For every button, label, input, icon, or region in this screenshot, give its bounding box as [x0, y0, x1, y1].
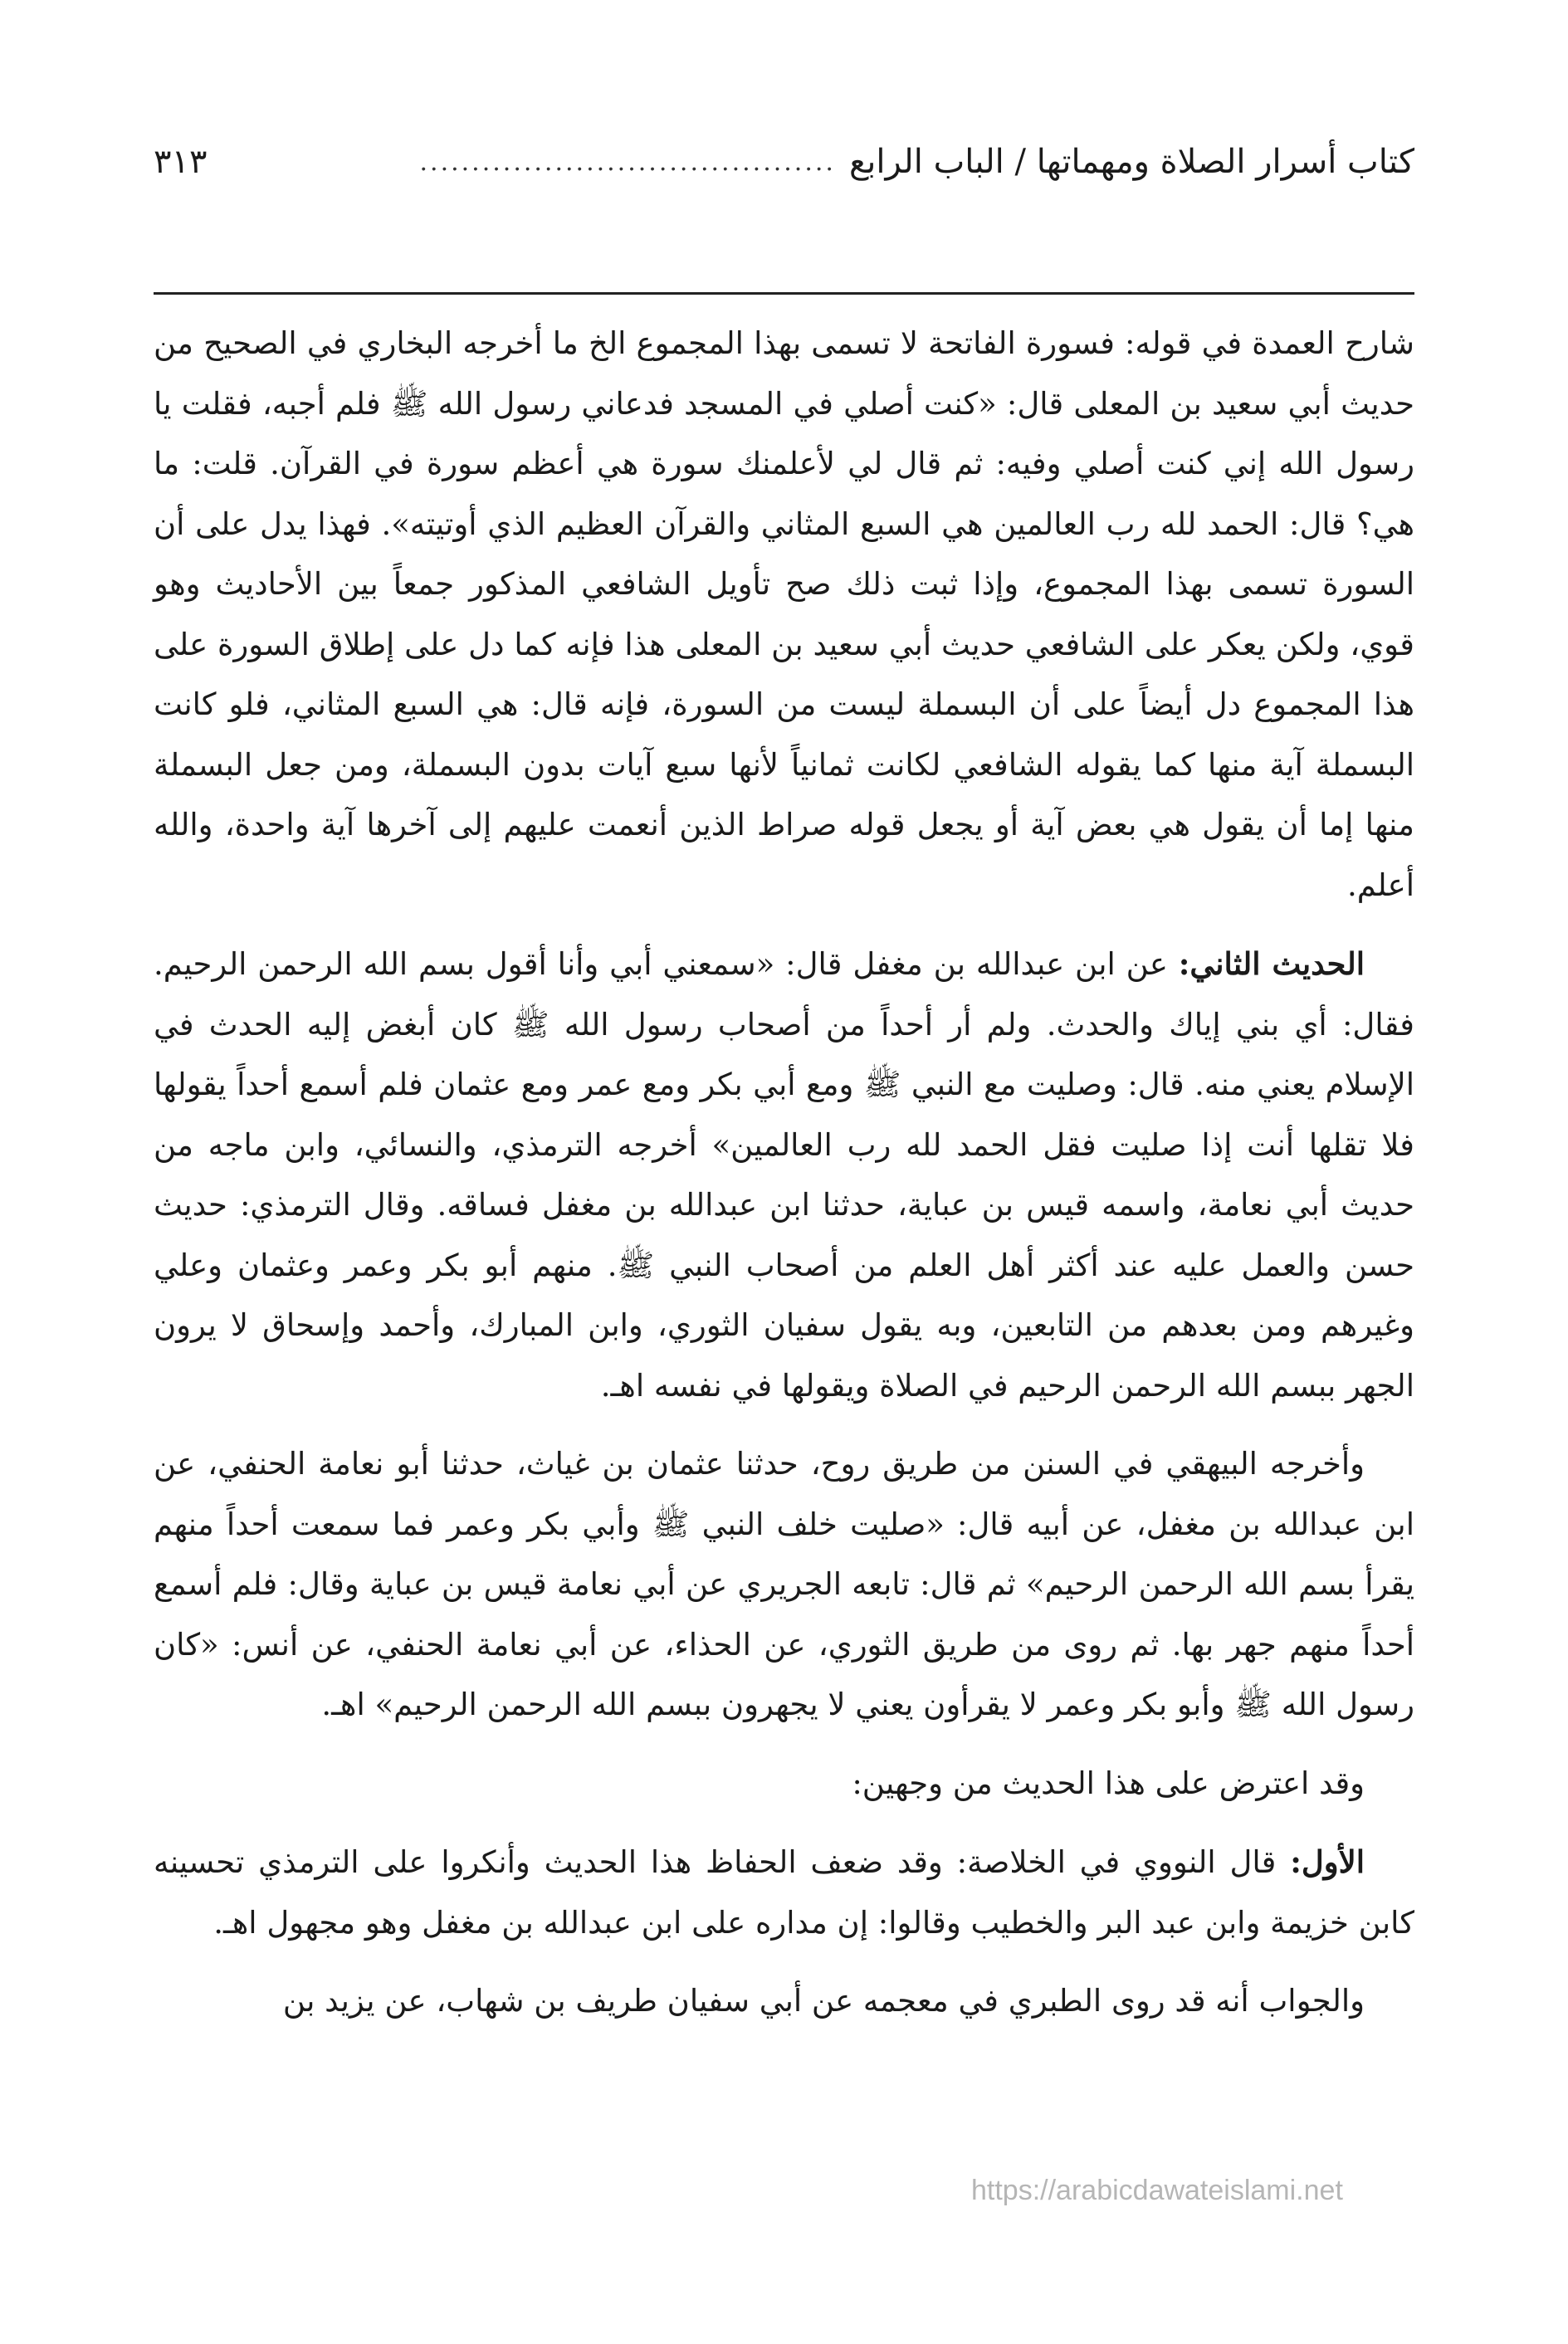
running-header — [154, 125, 1414, 199]
paragraph-continuation — [154, 314, 1414, 916]
paragraph-text: وقد اعترض على هذا الحديث من وجهين: — [852, 1765, 1365, 1801]
paragraph-objection — [154, 1754, 1414, 1814]
paragraph-answer — [154, 1971, 1414, 2032]
header-title: كتاب أسرار الصلاة ومهماتها / الباب الرابع — [848, 143, 1414, 181]
section-lead: الأول: — [1290, 1843, 1365, 1880]
paragraph-text: عن ابن عبدالله بن مغفل قال: «سمعني أبي وأنا أقول بسم الله الرحمن الرحيم. فقال: أي بني إياك والحدث. ولم أر أحداً من أصحاب رسول الله ﷺ كان أبغض إليه الحدث في الإسلام يعني منه. قال: وصليت مع النبي ﷺ ومع أبي بكر ومع عمر ومع عثمان فلم أسمع أحداً يقولها فلا تقلها أنت إذا صليت فقل الحمد لله رب العالمين» أخرجه الترمذي، والنسائي، وابن ماجه من حديث أبي نعامة، واسمه قيس بن عباية، حدثنا ابن عبدالله بن مغفل فساقه. وقال الترمذي: حديث حسن والعمل عليه عند أكثر أهل العلم من أصحاب النبي ﷺ. منهم أبو بكر وعمر وعثمان وعلي وغيرهم ومن بعدهم من التابعين، وبه يقول سفيان الثوري، وابن المبارك، وأحمد وإسحاق لا يرون الجهر ببسم الله الرحمن الرحيم في الصلاة ويقولها في نفسه اهـ. — [154, 946, 1414, 1404]
page-number: ٣١٣ — [154, 143, 208, 181]
paragraph-text: والجواب أنه قد روى الطبري في معجمه عن أبي سفيان طريف بن شهاب، عن يزيد بن — [282, 1983, 1365, 2019]
watermark-url: https://arabicdawateislami.net — [971, 2175, 1343, 2206]
paragraph-hadith-two — [154, 934, 1414, 1416]
paragraph-text: قال النووي في الخلاصة: وقد ضعف الحفاظ هذا الحديث وأنكروا على الترمذي تحسينه كابن خزيمة وابن عبد البر والخطيب وقالوا: إن مداره على ابن عبدالله بن مغفل وهو مجهول اهـ. — [154, 1844, 1414, 1941]
page-body — [154, 314, 1414, 2032]
paragraph-text: شارح العمدة في قوله: فسورة الفاتحة لا تسمى بهذا المجموع الخ ما أخرجه البخاري في الصحيح من حديث أبي سعيد بن المعلى قال: «كنت أصلي في المسجد فدعاني رسول الله ﷺ فلم أجبه، فقلت يا رسول الله إني كنت أصلي وفيه: ثم قال لي لأعلمنك سورة هي أعظم سورة في القرآن. قلت: ما هي؟ قال: الحمد لله رب العالمين هي السبع المثاني والقرآن العظيم الذي أوتيته». فهذا يدل على أن السورة تسمى بهذا المجموع، وإذا ثبت ذلك صح تأويل الشافعي المذكور جمعاً بين الأحاديث وهو قوي، ولكن يعكر على الشافعي حديث أبي سعيد بن المعلى هذا فإنه كما دل على إطلاق السورة على هذا المجموع دل أيضاً على أن البسملة ليست من السورة، فإنه قال: هي السبع المثاني، فلو كانت البسملة آية منها كما يقوله الشافعي لكانت ثمانياً لأنها سبع آيات بدون البسملة، ومن جعل البسملة منها إما أن يقول هي بعض آية أو يجعل قوله صراط الذين أنعمت عليهم إلى آخرها آية واحدة، والله أعلم. — [154, 325, 1414, 903]
header-rule — [154, 292, 1414, 295]
paragraph-text: وأخرجه البيهقي في السنن من طريق روح، حدثنا عثمان بن غياث، حدثنا أبو نعامة الحنفي، عن ابن عبدالله بن مغفل، عن أبيه قال: «صليت خلف النبي ﷺ وأبي بكر وعمر فما سمعت أحداً منهم يقرأ بسم الله الرحمن الرحيم» ثم قال: تابعه الجريري عن أبي نعامة قيس بن عباية وقال: فلم أسمع أحداً منهم جهر بها. ثم روى من طريق الثوري، عن الحذاء، عن أبي نعامة الحنفي، عن أنس: «كان رسول الله ﷺ وأبو بكر وعمر لا يقرأون يعني لا يجهرون ببسم الله الرحمن الرحيم» اهـ. — [154, 1446, 1414, 1722]
paragraph-first-objection — [154, 1832, 1414, 1953]
header-leader-dots: ........................................ — [419, 147, 836, 177]
paragraph-bayhaqi — [154, 1434, 1414, 1736]
section-lead: الحديث الثاني: — [1178, 945, 1365, 982]
